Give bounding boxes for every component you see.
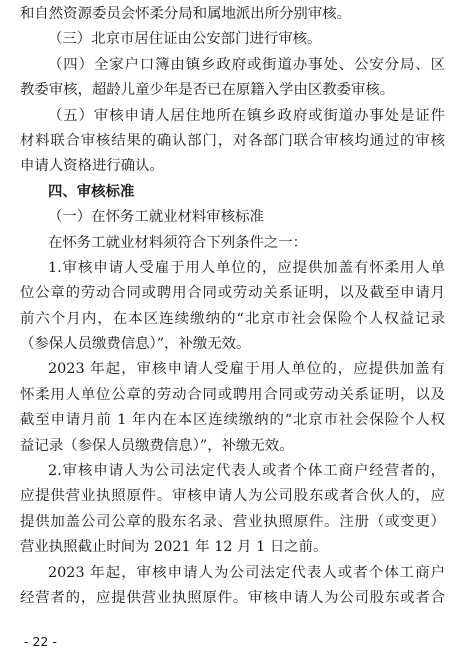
text-line: 1.审核申请人受雇于用人单位的，应提供加盖有怀柔用人单 bbox=[48, 259, 445, 276]
text-line: （三）北京市居住证由公安部门进行审核。 bbox=[48, 31, 322, 48]
text-line: （参保人员缴费信息）”，补缴无效。 bbox=[20, 336, 251, 353]
text-line: 2023 年起，审核申请人为公司法定代表人或者个体工商户 bbox=[48, 564, 445, 581]
text-line: 营业执照截止时间为 2021 年 12 月 1 日之前。 bbox=[20, 539, 328, 556]
document-body bbox=[0, 2, 463, 611]
text-line: 提供加盖公司公章的股东名录、营业执照原件。注册（或变更） bbox=[20, 513, 445, 530]
text-line: （四）全家户口簿由镇乡政府或街道办事处、公安分局、区 bbox=[48, 56, 445, 73]
section-heading: 四、审核标准 bbox=[48, 183, 135, 200]
text-line: 经营者的，应提供营业执照原件。审核申请人为公司股东或者合 bbox=[20, 589, 445, 606]
text-line: 怀柔用人单位公章的劳动合同或聘用合同或劳动关系证明，以及 bbox=[20, 386, 445, 403]
text-line: （五）审核申请人居住地所在镇乡政府或街道办事处是证件 bbox=[48, 107, 445, 124]
text-line: （一）在怀务工就业材料审核标准 bbox=[48, 209, 264, 226]
text-line: 前六个月内，在本区连续缴纳的“北京市社会保险个人权益记录 bbox=[20, 310, 445, 327]
text-line: 益记录（参保人员缴费信息）”，补缴无效。 bbox=[20, 437, 294, 454]
text-line: 教委审核，超龄儿童少年是否已在原籍入学由区教委审核。 bbox=[20, 82, 395, 99]
text-line: 在怀务工就业材料须符合下列条件之一： bbox=[48, 234, 308, 251]
text-line: 材料联合审核结果的确认部门，对各部门联合审核均通过的审核 bbox=[20, 132, 445, 149]
text-line: 应提供营业执照原件。审核申请人为公司股东或者合伙人的，应 bbox=[20, 488, 445, 505]
text-line: 位公章的劳动合同或聘用合同或劳动关系证明，以及截至申请月 bbox=[20, 285, 445, 302]
text-line: 截至申请月前 1 年内在本区连续缴纳的“北京市社会保险个人权 bbox=[20, 412, 445, 429]
text-line: 申请人资格进行确认。 bbox=[20, 158, 164, 175]
text-line: 2.审核申请人为公司法定代表人或者个体工商户经营者的， bbox=[48, 463, 445, 480]
text-line: 2023 年起，审核申请人受雇于用人单位的，应提供加盖有 bbox=[48, 361, 445, 378]
page-number: - 22 - bbox=[24, 634, 57, 649]
text-line: 和自然资源委员会怀柔分局和属地派出所分别审核。 bbox=[20, 6, 351, 22]
